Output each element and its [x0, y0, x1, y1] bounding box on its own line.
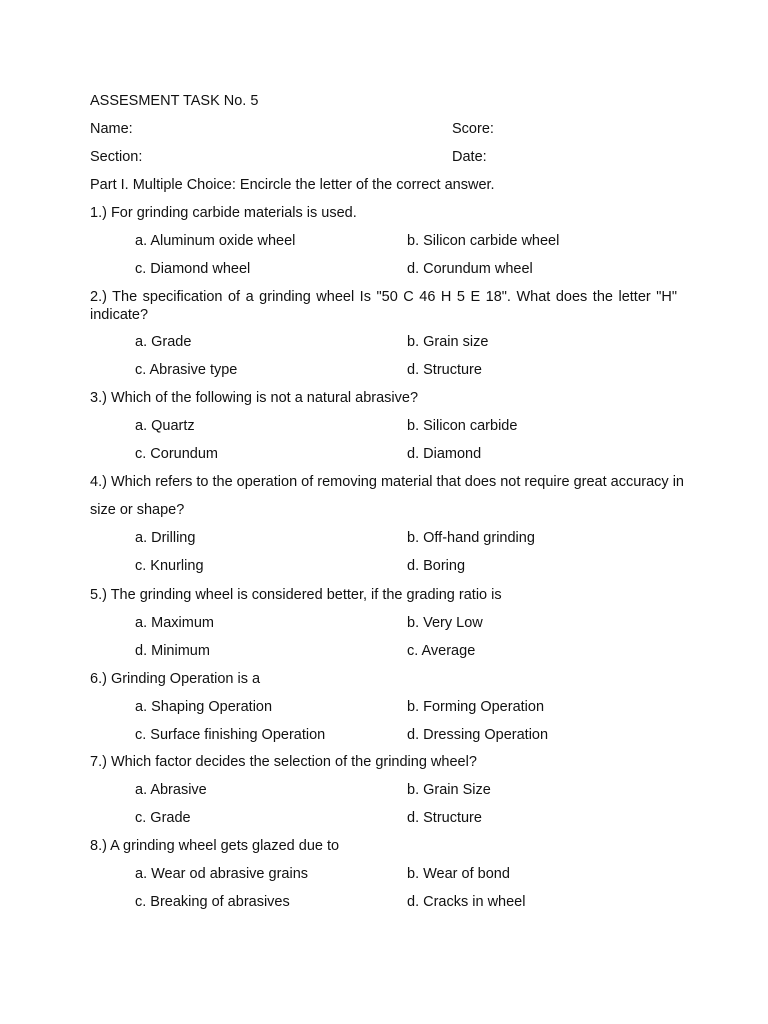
q1-option-b: b. Silicon carbide wheel — [407, 233, 560, 249]
q1-option-a: a. Aluminum oxide wheel — [135, 233, 296, 249]
q5-option-3: d. Minimum — [135, 643, 210, 659]
q5-option-1: a. Maximum — [135, 615, 214, 631]
question-8: 8.) A grinding wheel gets glazed due to — [90, 838, 340, 854]
score-label: Score: — [452, 121, 494, 137]
q8-option-b: b. Wear of bond — [407, 866, 510, 882]
q7-option-d: d. Structure — [407, 810, 482, 826]
q3-option-a: a. Quartz — [135, 418, 195, 434]
q2-option-c: c. Abrasive type — [135, 362, 238, 378]
date-label: Date: — [452, 149, 487, 165]
q4-option-a: a. Drilling — [135, 530, 196, 546]
question-7: 7.) Which factor decides the selection of the grinding wheel? — [90, 754, 477, 770]
q2-option-a: a. Grade — [135, 334, 192, 350]
q3-option-b: b. Silicon carbide — [407, 418, 518, 434]
q6-option-b: b. Forming Operation — [407, 699, 545, 715]
question-5: 5.) The grinding wheel is considered better, if the grading ratio is — [90, 587, 502, 603]
q8-option-a: a. Wear od abrasive grains — [135, 866, 309, 882]
question-4-line-2: size or shape? — [90, 502, 185, 518]
q6-option-a: a. Shaping Operation — [135, 699, 273, 715]
section-label: Section: — [90, 149, 143, 165]
q7-option-a: a. Abrasive — [135, 782, 207, 798]
document-title: ASSESMENT TASK No. 5 — [90, 93, 259, 109]
q3-option-d: d. Diamond — [407, 446, 482, 462]
instructions: Part I. Multiple Choice: Encircle the letter of the correct answer. — [90, 177, 495, 193]
q7-option-b: b. Grain Size — [407, 782, 491, 798]
q1-option-c: c. Diamond wheel — [135, 261, 251, 277]
q6-option-c: c. Surface finishing Operation — [135, 727, 326, 743]
q4-option-c: c. Knurling — [135, 558, 204, 574]
q4-option-d: d. Boring — [407, 558, 466, 574]
q5-option-2: b. Very Low — [407, 615, 483, 631]
name-label: Name: — [90, 121, 133, 137]
q7-option-c: c. Grade — [135, 810, 191, 826]
question-4-line-1: 4.) Which refers to the operation of removing material that does not require great accuracy in — [90, 474, 684, 490]
question-3: 3.) Which of the following is not a natural abrasive? — [90, 390, 419, 406]
question-6: 6.) Grinding Operation is a — [90, 671, 261, 687]
q5-option-4: c. Average — [407, 643, 476, 659]
q2-option-d: d. Structure — [407, 362, 482, 378]
q8-option-d: d. Cracks in wheel — [407, 894, 526, 910]
q8-option-c: c. Breaking of abrasives — [135, 894, 290, 910]
question-2: 2.) The specification of a grinding wheel Is "50 C 46 H 5 E 18". What does the letter "H" indicate? — [90, 289, 677, 323]
q1-option-d: d. Corundum wheel — [407, 261, 533, 277]
q2-option-b: b. Grain size — [407, 334, 489, 350]
question-1: 1.) For grinding carbide materials is used. — [90, 205, 357, 221]
q6-option-d: d. Dressing Operation — [407, 727, 549, 743]
q4-option-b: b. Off-hand grinding — [407, 530, 535, 546]
q3-option-c: c. Corundum — [135, 446, 219, 462]
